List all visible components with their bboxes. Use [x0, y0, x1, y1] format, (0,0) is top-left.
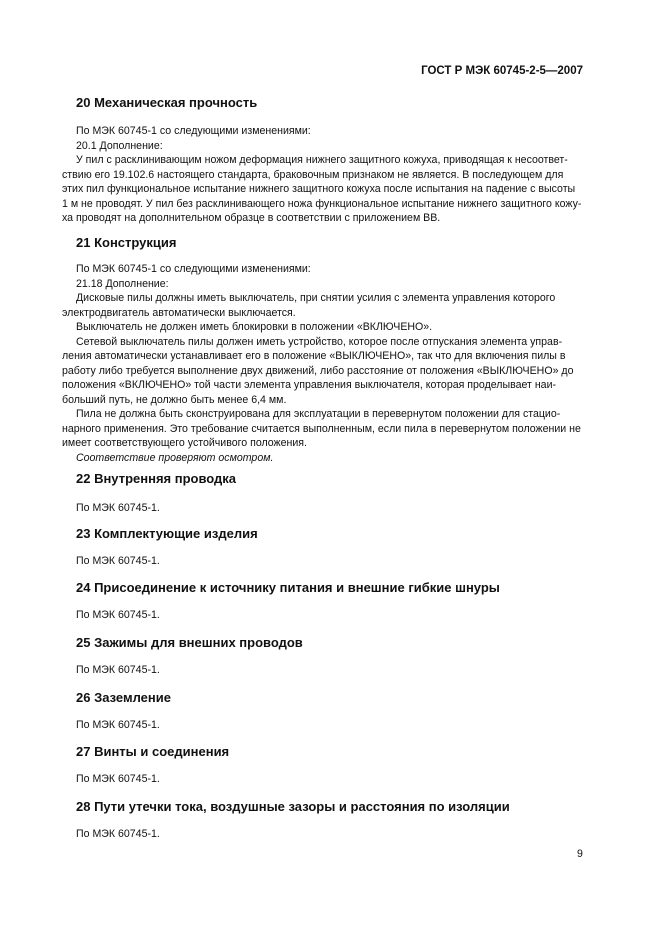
section-21-line: имеет соответствующего устойчивого положения. — [62, 437, 307, 449]
section-26-text: По МЭК 60745-1. — [76, 719, 160, 731]
section-22-text: По МЭК 60745-1. — [76, 502, 160, 514]
section-21-line: Дисковые пилы должны иметь выключатель, при снятии усилия с элемента управления которого — [76, 292, 556, 304]
section-23-title: 23 Комплектующие изделия — [76, 526, 258, 541]
section-25-title: 25 Зажимы для внешних проводов — [76, 635, 303, 650]
section-27-text: По МЭК 60745-1. — [76, 773, 160, 785]
section-22-title: 22 Внутренняя проводка — [76, 471, 237, 486]
section-21-line: Сетевой выключатель пилы должен иметь устройство, которое после отпускания элемента управ- — [76, 335, 563, 348]
section-20-sub: 20.1 Дополнение: — [76, 139, 163, 152]
section-23-text: По МЭК 60745-1. — [76, 555, 160, 567]
section-20-body — [62, 124, 586, 226]
section-21-title: 21 Конструкция — [76, 235, 177, 250]
section-21-sub: 21.18 Дополнение: — [76, 277, 169, 290]
page-number: 9 — [577, 848, 583, 860]
section-20-line: 1 м не проводят. У пил без расклинивающего ножа функциональное испытание нижнего защитного кожу- — [62, 197, 582, 210]
section-20-line: ха проводят на дополнительном образце в соответствии с приложением ВВ. — [62, 212, 441, 224]
section-21-compliance: Соответствие проверяют осмотром. — [76, 451, 274, 464]
section-25-text: По МЭК 60745-1. — [76, 664, 160, 676]
section-21-line: электродвигатель автоматически выключается. — [62, 306, 296, 319]
section-20-title: 20 Механическая прочность — [76, 95, 258, 110]
document-header: ГОСТ Р МЭК 60745-2-5—2007 — [421, 65, 583, 77]
section-21-intro: По МЭК 60745-1 со следующими изменениями: — [76, 263, 311, 275]
section-20-line: этих пил функциональное испытание нижнего защитного кожуха после испытания на падение с высоты — [62, 183, 576, 195]
section-28-text: По МЭК 60745-1. — [76, 828, 160, 840]
section-21-line: положения «ВКЛЮЧЕНО» той части элемента управления выключателя, которая проделывает наи- — [62, 379, 557, 391]
section-24-title: 24 Присоединение к источнику питания и внешние гибкие шнуры — [76, 580, 500, 595]
section-21-line: нарного применения. Это требование считается выполненным, если пила в перевернутом положении не — [62, 422, 581, 435]
section-26-title: 26 Заземление — [76, 690, 171, 705]
section-27-title: 27 Винты и соединения — [76, 744, 230, 759]
section-21-line: Пила не должна быть сконструирована для эксплуатации в перевернутом положении для стацио- — [76, 408, 561, 420]
section-20-line: ствию его 19.102.6 настоящего стандарта, браковочным признаком не является. В последующем для — [62, 168, 564, 181]
section-21-line: больший путь, не должно быть менее 6,4 мм. — [62, 393, 287, 406]
section-21-body — [62, 262, 586, 465]
section-28-title: 28 Пути утечки тока, воздушные зазоры и расстояния по изоляции — [76, 799, 510, 814]
section-20-line: У пил с расклинивающим ножом деформация нижнего защитного кожуха, приводящая к несоответ- — [76, 154, 568, 166]
section-20-intro: По МЭК 60745-1 со следующими изменениями: — [76, 125, 311, 137]
section-21-line: Выключатель не должен иметь блокировки в положении «ВКЛЮЧЕНО». — [76, 321, 433, 333]
section-24-text: По МЭК 60745-1. — [76, 609, 160, 621]
section-21-line: ления автоматически устанавливает его в положение «ВЫКЛЮЧЕНО», так что для включения пилы в — [62, 350, 566, 362]
section-21-line: работу либо требуется выполнение двух движений, либо расстояние от положения «ВЫКЛЮЧЕНО» до — [62, 364, 574, 377]
